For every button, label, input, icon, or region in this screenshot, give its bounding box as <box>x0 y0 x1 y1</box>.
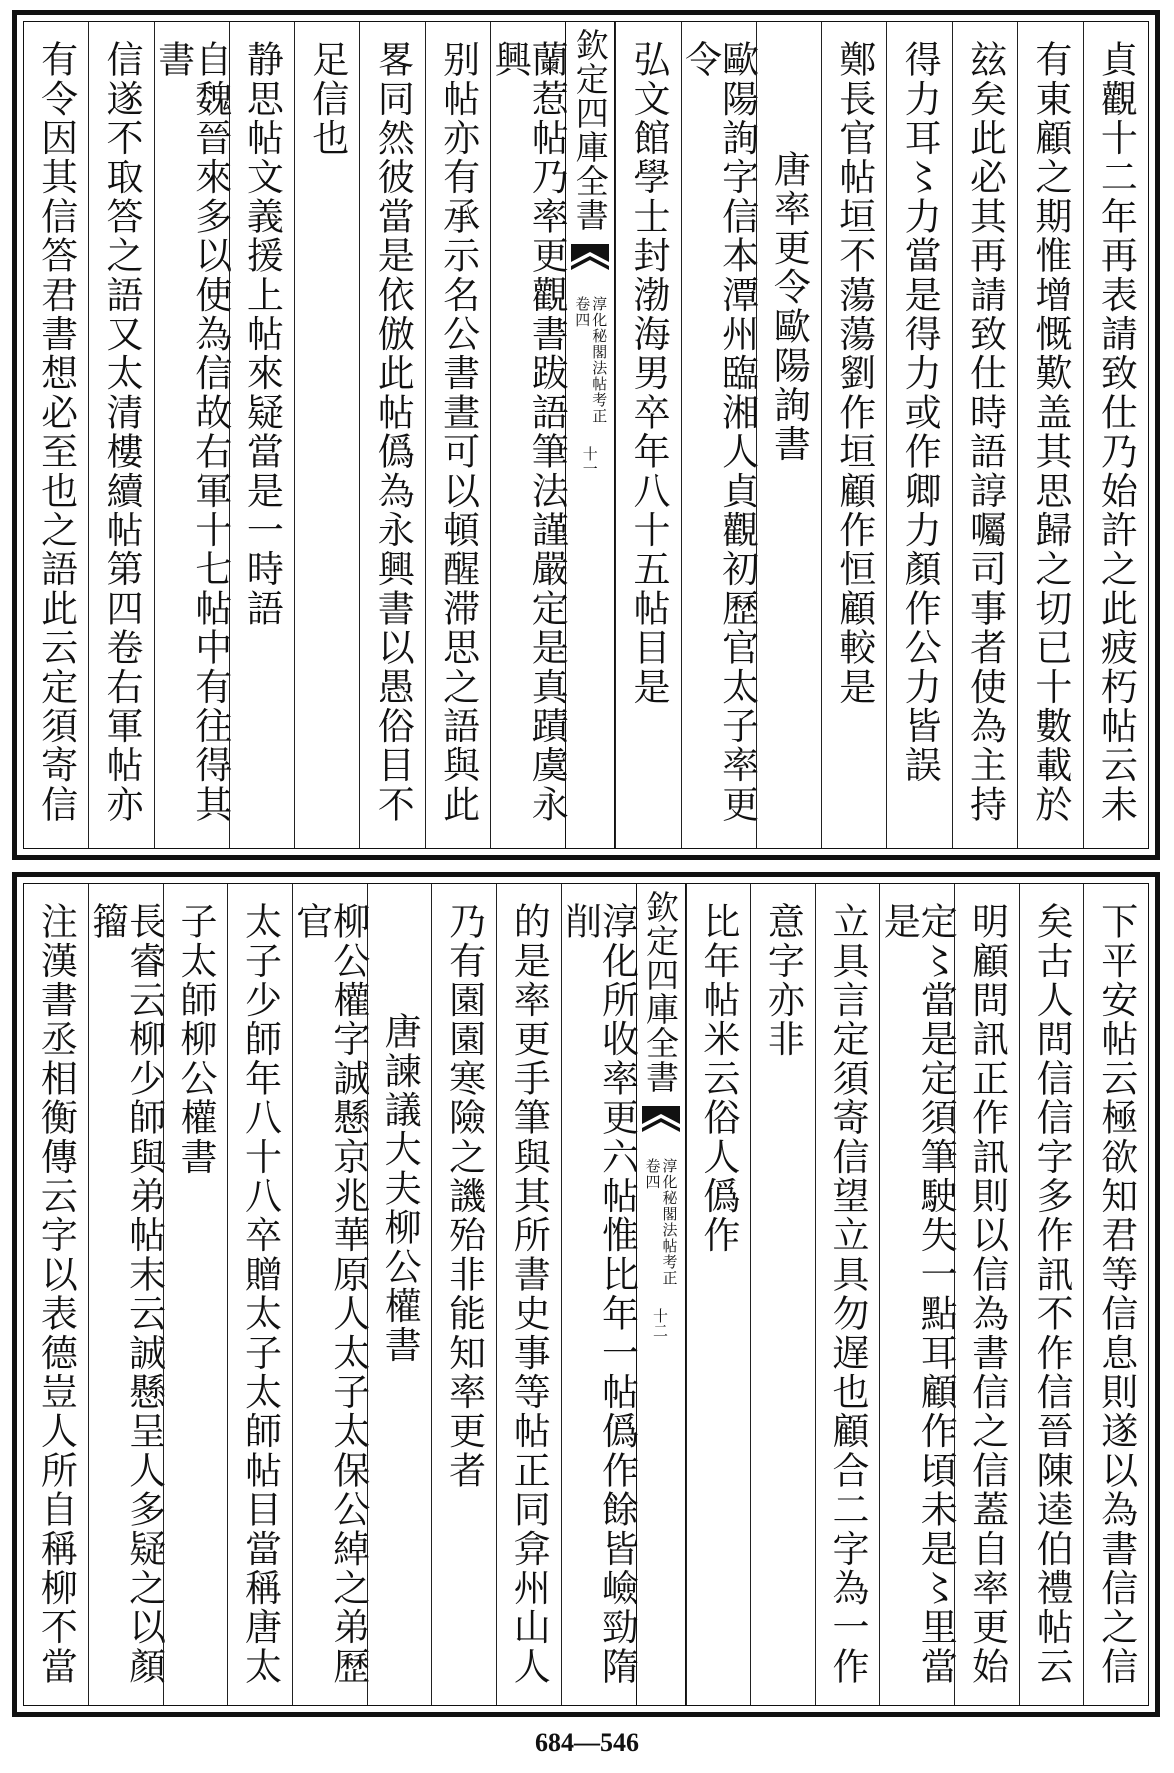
text-column <box>227 884 292 1705</box>
text-column <box>1019 884 1084 1705</box>
text-column <box>1017 22 1082 848</box>
text-column <box>1083 22 1148 848</box>
text-column <box>877 884 958 1705</box>
text-column <box>821 22 886 848</box>
fishtail-mark-icon <box>569 242 611 288</box>
column-text: 静思帖文義援上帖來疑當是一時語 <box>240 40 284 628</box>
text-column <box>289 884 370 1705</box>
text-column <box>1083 884 1148 1705</box>
book-title: 欽定四庫全書 <box>641 890 681 1094</box>
sub-title: 淳化秘閣法帖考正 <box>590 296 609 424</box>
text-column <box>151 22 232 848</box>
column-text: 的是率更手筆與其所書史事等帖正同弇州山人 <box>507 902 551 1686</box>
text-column <box>615 22 680 848</box>
text-column <box>359 22 424 848</box>
text-column <box>88 22 153 848</box>
volume-label: 卷四 <box>573 296 592 328</box>
text-column <box>750 884 815 1705</box>
column-text: 乃有園園寒險之譏殆非能知率更者 <box>442 902 486 1490</box>
top-page <box>12 10 1160 860</box>
text-column <box>558 884 639 1705</box>
column-text: 矣古人問信信字多作訊不作信晉陳逵伯禮帖云 <box>1030 902 1074 1686</box>
column-text: 蘭惹帖乃率更觀書跋語筆法謹嚴定是真蹟虞永興 <box>488 40 569 824</box>
top-page-text-block <box>23 21 1149 849</box>
column-text: 玆矣此必其再請致仕時語諄囑司事者使為主持 <box>963 40 1007 824</box>
column-text: 注漢書丞相衡傳云字以表德豈人所自稱柳不當 <box>34 902 78 1686</box>
bottom-page <box>12 872 1160 1717</box>
text-column <box>431 884 496 1705</box>
column-text: 比年帖米云俗人僞作 <box>696 902 740 1255</box>
volume-label: 卷四 <box>643 1158 662 1190</box>
column-text: 畧同然彼當是依倣此帖僞為永興書以愚俗目不 <box>371 40 415 824</box>
text-column <box>886 22 951 848</box>
fishtail-mark-icon <box>640 1104 682 1150</box>
column-text: 意字亦非 <box>761 902 805 1059</box>
column-text: 别帖亦有承示名公書晝可以頓醒滞思之語與此 <box>436 40 480 824</box>
column-text: 定〻當是定須筆駛失一點耳顧作頃未是〻里當是 <box>877 902 958 1686</box>
column-text: 自魏晉來多以使為信故右軍十七帖中有往得其書 <box>151 40 232 824</box>
leaf-number: 十一 <box>580 446 599 476</box>
center-fold-strip <box>636 884 686 1705</box>
column-text: 淳化所收率更六帖惟比年一帖僞作餘皆嶮勁隋削 <box>558 902 639 1686</box>
text-column <box>678 22 759 848</box>
running-head <box>645 1158 677 1286</box>
column-text: 長睿云柳少師與弟帖末云誠懸呈人多疑之以顏籀 <box>85 902 166 1686</box>
leaf-number: 十二 <box>651 1308 670 1338</box>
column-text: 足信也 <box>305 40 349 158</box>
text-column <box>756 22 821 848</box>
column-text: 立具言定須寄信望立具勿遅也顧合二字為一作 <box>825 902 869 1686</box>
column-text: 有令因其信答君書想必至也之語此云定須寄信 <box>34 40 78 824</box>
text-column <box>24 884 88 1705</box>
text-column <box>954 884 1019 1705</box>
page-number-footer: 684—546 <box>535 1728 639 1757</box>
column-text: 太子少師年八十八卒贈太子太師帖目當稱唐太 <box>238 902 282 1686</box>
book-title: 欽定四庫全書 <box>570 28 610 232</box>
text-column <box>24 22 88 848</box>
text-column <box>815 884 880 1705</box>
column-text: 下平安帖云極欲知君等信息則遂以為書信之信 <box>1094 902 1138 1686</box>
column-text: 柳公權字誠懸京兆華原人太子太保公綽之弟歷官 <box>289 902 370 1686</box>
bottom-page-text-block <box>23 883 1149 1706</box>
center-fold-strip <box>565 22 615 848</box>
column-text: 鄭長官帖垣不蕩蕩劉作垣顧作恒顧較是 <box>832 40 876 707</box>
column-text: 唐諫議大夫柳公權書 <box>378 1012 422 1365</box>
text-column <box>229 22 294 848</box>
column-text: 有東顧之期惟增慨歎盖其思歸之切已十數載於 <box>1028 40 1072 824</box>
text-column <box>496 884 561 1705</box>
text-column <box>85 884 166 1705</box>
column-text: 貞觀十二年再表請致仕乃始許之此疲朽帖云未 <box>1094 40 1138 824</box>
column-text: 得力耳〻力當是得力或作卿力顏作公力皆誤 <box>898 40 942 785</box>
text-column <box>425 22 490 848</box>
text-column <box>367 884 432 1705</box>
column-text: 弘文館學士封渤海男卒年八十五帖目是 <box>626 40 670 707</box>
column-text: 唐率更令歐陽詢書 <box>767 150 811 464</box>
column-text: 明顧問訊正作訊則以信為書信之信蓋自率更始 <box>965 902 1009 1686</box>
text-column <box>686 884 751 1705</box>
column-text: 子太師柳公權書 <box>173 902 217 1177</box>
column-text: 歐陽詢字信本潭州臨湘人貞觀初歷官太子率更令 <box>678 40 759 824</box>
text-column <box>488 22 569 848</box>
text-column <box>952 22 1017 848</box>
sub-title: 淳化秘閣法帖考正 <box>660 1158 679 1286</box>
text-column <box>294 22 359 848</box>
running-head <box>573 296 609 424</box>
text-column <box>163 884 228 1705</box>
column-text: 信遂不取答之語又太清樓續帖第四卷右軍帖亦 <box>100 40 144 824</box>
